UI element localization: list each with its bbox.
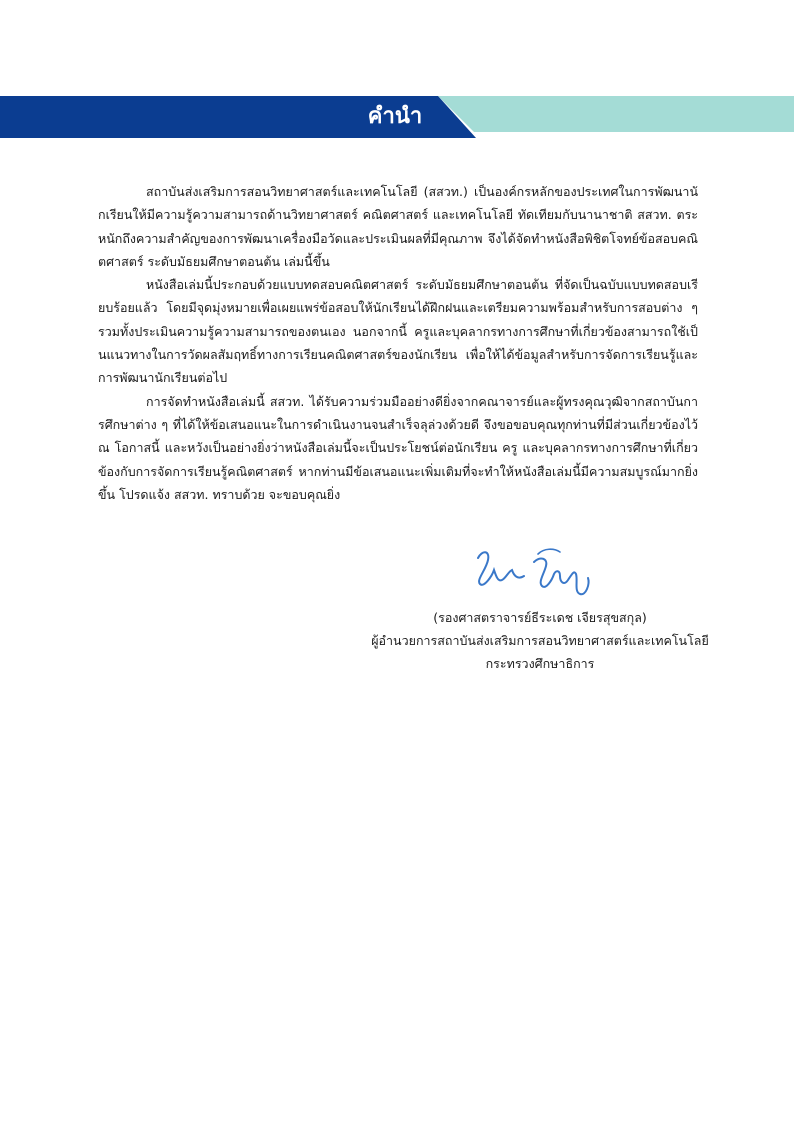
- preface-body: [98, 180, 698, 506]
- header-accent-stripe: [438, 96, 794, 132]
- handwritten-signature: [468, 540, 598, 600]
- signatory-organization: กระทรวงศึกษาธิการ: [485, 656, 595, 671]
- signatory-position: ผู้อำนวยการสถาบันส่งเสริมการสอนวิทยาศาสตร์และเทคโนโลยี: [371, 633, 709, 648]
- signatory-name: (รองศาสตราจารย์ธีระเดช เจียรสุขสกุล): [433, 610, 647, 625]
- page-title: คำนำ: [367, 104, 423, 129]
- paragraph-1: สถาบันส่งเสริมการสอนวิทยาศาสตร์และเทคโนโลยี (สสวท.) เป็นองค์กรหลักของประเทศในการพัฒนานักเรียนให้มีความรู้ความสามารถด้านวิทยาศาสตร์ คณิตศาสตร์ และเทคโนโลยี ทัดเทียมกับนานาชาติ สสวท. ตระหนักถึงความสำคัญของการพัฒนาเครื่องมือวัดและประเมินผลที่มีคุณภาพ จึงได้จัดทำหนังสือพิชิตโจทย์ข้อสอบคณิตศาสตร์ ระดับมัธยมศึกษาตอนต้น เล่มนี้ขึ้น: [98, 184, 698, 269]
- signature-block: [330, 606, 750, 675]
- paragraph-2: หนังสือเล่มนี้ประกอบด้วยแบบทดสอบคณิตศาสตร์ ระดับมัธยมศึกษาตอนต้น ที่จัดเป็นฉบับแบบทดสอบเรียบร้อยแล้ว โดยมีจุดมุ่งหมายเพื่อเผยแพร่ข้อสอบให้นักเรียนได้ฝึกฝนและเตรียมความพร้อมสำหรับการสอบต่าง ๆ รวมทั้งประเมินความรู้ความสามารถของตนเอง นอกจากนี้ ครูและบุคลากรทางการศึกษาที่เกี่ยวข้องสามารถใช้เป็นแนวทางในการวัดผลสัมฤทธิ์ทางการเรียนคณิตศาสตร์ของนักเรียน เพื่อให้ได้ข้อมูลสำหรับการจัดการเรียนรู้และการพัฒนานักเรียนต่อไป: [98, 277, 698, 386]
- signature-graphic: [468, 540, 598, 600]
- paragraph-3: การจัดทำหนังสือเล่มนี้ สสวท. ได้รับความร่วมมืออย่างดียิ่งจากคณาจารย์และผู้ทรงคุณวุฒิจากสถาบันการศึกษาต่าง ๆ ที่ได้ให้ข้อเสนอแนะในการดำเนินงานจนสำเร็จลุล่วงด้วยดี จึงขอขอบคุณทุกท่านที่มีส่วนเกี่ยวข้องไว้ ณ โอกาสนี้ และหวังเป็นอย่างยิ่งว่าหนังสือเล่มนี้จะเป็นประโยชน์ต่อนักเรียน ครู และบุคลากรทางการศึกษาที่เกี่ยวข้องกับการจัดการเรียนรู้คณิตศาสตร์ หากท่านมีข้อเสนอแนะเพิ่มเติมที่จะทำให้หนังสือเล่มนี้มีความสมบูรณ์มากยิ่งขึ้น โปรดแจ้ง สสวท. ทราบด้วย จะขอบคุณยิ่ง: [98, 393, 698, 502]
